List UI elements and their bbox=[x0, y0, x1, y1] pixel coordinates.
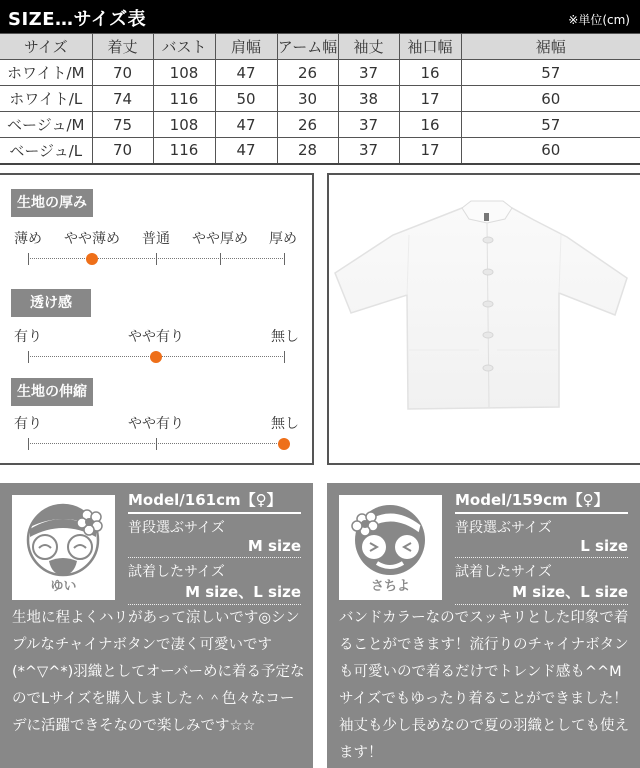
cell: 17 bbox=[399, 138, 461, 164]
model-title: Model/161cm【♀】 bbox=[128, 489, 301, 514]
cell: 70 bbox=[92, 138, 153, 164]
scale-label: やや有り bbox=[128, 416, 184, 432]
cell: ベージュ/L bbox=[0, 138, 92, 164]
cell: 47 bbox=[215, 112, 277, 138]
fabric-characteristics-panel bbox=[0, 173, 314, 465]
model-info bbox=[455, 489, 628, 605]
scale-tick bbox=[284, 351, 285, 363]
tried-size-label: 試着したサイズ bbox=[128, 564, 225, 580]
col-length: 着丈 bbox=[92, 34, 153, 60]
scale-label: 厚め bbox=[269, 231, 297, 247]
thickness-indicator-dot bbox=[86, 253, 98, 265]
cell: 37 bbox=[338, 112, 399, 138]
model-name: さちよ bbox=[370, 579, 410, 594]
size-chart-title: SIZE…サイズ表 bbox=[8, 9, 147, 30]
cell: ホワイト/M bbox=[0, 60, 92, 86]
table-row bbox=[0, 112, 640, 138]
scale-label: やや有り bbox=[128, 329, 184, 345]
cell: 26 bbox=[277, 60, 338, 86]
scale-label: 有り bbox=[14, 329, 42, 345]
scale-label: やや薄め bbox=[64, 231, 120, 247]
model-title: Model/159cm【♀】 bbox=[455, 489, 628, 514]
cell: 57 bbox=[461, 112, 640, 138]
scale-label: 薄め bbox=[14, 231, 42, 247]
transparency-labels bbox=[14, 326, 300, 346]
scale-tick bbox=[28, 253, 29, 265]
cell: 16 bbox=[399, 60, 461, 86]
scale-tick bbox=[220, 253, 221, 265]
cell: 47 bbox=[215, 138, 277, 164]
col-hem: 裾幅 bbox=[461, 34, 640, 60]
cell: ベージュ/M bbox=[0, 112, 92, 138]
cell: 28 bbox=[277, 138, 338, 164]
col-bust: バスト bbox=[153, 34, 215, 60]
model-name: ゆい bbox=[50, 579, 77, 594]
table-row bbox=[0, 138, 640, 164]
col-shoulder: 肩幅 bbox=[215, 34, 277, 60]
scale-tick bbox=[156, 253, 157, 265]
usual-size-value: M size bbox=[128, 537, 301, 558]
tried-size-value: M size、L size bbox=[455, 581, 628, 605]
scale-tick bbox=[28, 351, 29, 363]
usual-size-label: 普段選ぶサイズ bbox=[455, 520, 552, 536]
transparency-scale bbox=[28, 351, 285, 363]
scale-label: 無し bbox=[271, 329, 299, 345]
shirt-image bbox=[329, 175, 640, 463]
cell: 108 bbox=[153, 112, 215, 138]
model-info bbox=[128, 489, 301, 605]
model-card-yui bbox=[0, 483, 313, 768]
cell: 37 bbox=[338, 138, 399, 164]
model-comment: 生地に程よくハリがあって涼しいです◎シンプルなチャイナボタンで凄く可愛いです(*^▽^*)羽織としてオーバーめに着る予定なのでLサイズを購入しました＾＾色々なコーデに活躍できそなので楽しみです☆☆ bbox=[12, 610, 305, 734]
cell: 60 bbox=[461, 86, 640, 112]
cell: 60 bbox=[461, 138, 640, 164]
scale-tick bbox=[28, 438, 29, 450]
scale-label: 普通 bbox=[142, 231, 170, 247]
cell: 37 bbox=[338, 60, 399, 86]
thickness-tag: 生地の厚み bbox=[11, 189, 93, 217]
thickness-scale bbox=[28, 253, 285, 265]
table-header-row bbox=[0, 34, 640, 60]
cell: 57 bbox=[461, 60, 640, 86]
transparency-tag: 透け感 bbox=[11, 289, 91, 317]
cell: 26 bbox=[277, 112, 338, 138]
stretch-scale bbox=[28, 438, 285, 450]
cell: 108 bbox=[153, 60, 215, 86]
tried-size-label: 試着したサイズ bbox=[455, 564, 552, 580]
size-table bbox=[0, 33, 640, 165]
product-photo bbox=[327, 173, 640, 465]
avatar bbox=[339, 495, 442, 600]
unit-note: ※単位(cm) bbox=[568, 13, 630, 27]
cell: 47 bbox=[215, 60, 277, 86]
size-chart-header bbox=[0, 0, 640, 33]
model-card-sachiyo bbox=[327, 483, 640, 768]
stretch-indicator-dot bbox=[278, 438, 290, 450]
table-row bbox=[0, 60, 640, 86]
cell: 17 bbox=[399, 86, 461, 112]
cell: 75 bbox=[92, 112, 153, 138]
cell: 116 bbox=[153, 138, 215, 164]
scale-tick bbox=[156, 438, 157, 450]
usual-size-value: L size bbox=[455, 537, 628, 558]
cell: 70 bbox=[92, 60, 153, 86]
cell: 38 bbox=[338, 86, 399, 112]
model-comment: バンドカラーなのでスッキリとした印象で着ることができます！流行りのチャイナボタンも可愛いので着るだけでトレンド感も^^Mサイズでもゆったり着ることができました！袖丈も少し長めなので夏の羽織としても使えます！ bbox=[339, 610, 629, 761]
table-row bbox=[0, 86, 640, 112]
usual-size-label: 普段選ぶサイズ bbox=[128, 520, 225, 536]
cell: 116 bbox=[153, 86, 215, 112]
cell: 30 bbox=[277, 86, 338, 112]
transparency-indicator-dot bbox=[150, 351, 162, 363]
tried-size-value: M size、L size bbox=[128, 581, 301, 605]
stretch-tag: 生地の伸縮 bbox=[11, 378, 93, 406]
cell: 50 bbox=[215, 86, 277, 112]
scale-label: 無し bbox=[271, 416, 299, 432]
col-sleeve: 袖丈 bbox=[338, 34, 399, 60]
stretch-labels bbox=[14, 413, 300, 433]
col-size: サイズ bbox=[0, 34, 92, 60]
cell: 16 bbox=[399, 112, 461, 138]
scale-label: 有り bbox=[14, 416, 42, 432]
avatar bbox=[12, 495, 115, 600]
cell: 74 bbox=[92, 86, 153, 112]
scale-tick bbox=[284, 253, 285, 265]
col-cuff: 袖口幅 bbox=[399, 34, 461, 60]
col-arm: アーム幅 bbox=[277, 34, 338, 60]
scale-label: やや厚め bbox=[192, 231, 248, 247]
cell: ホワイト/L bbox=[0, 86, 92, 112]
thickness-labels bbox=[14, 228, 300, 248]
